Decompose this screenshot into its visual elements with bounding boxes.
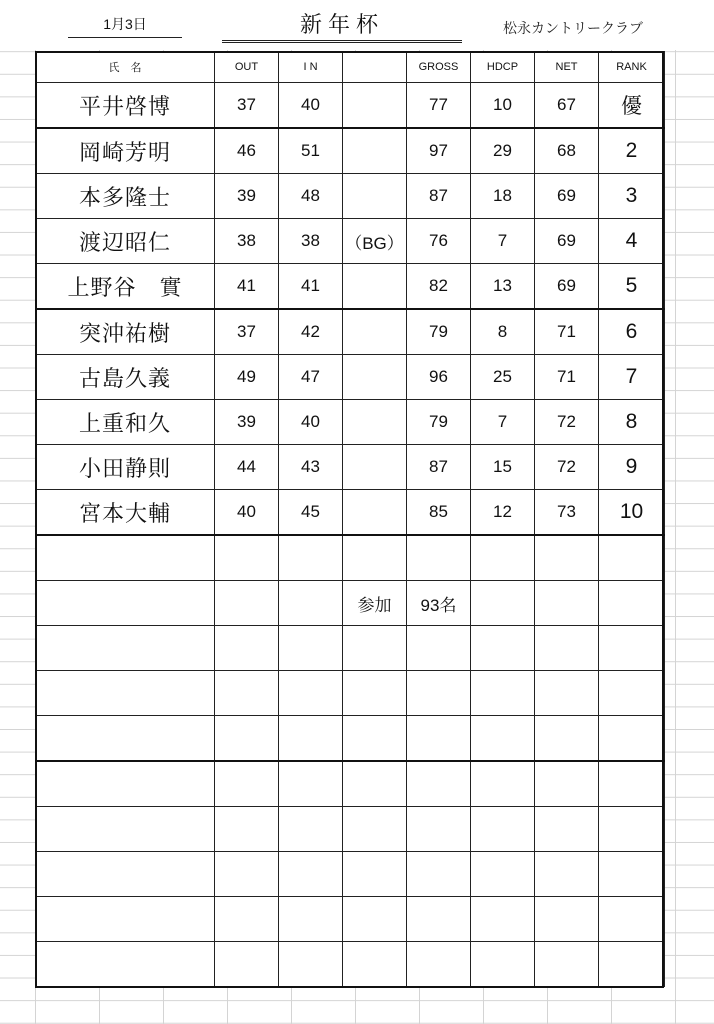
empty-cell bbox=[535, 671, 599, 716]
cell-note bbox=[343, 355, 407, 400]
empty-cell bbox=[599, 626, 665, 671]
cell-net: 72 bbox=[535, 445, 599, 490]
empty-cell bbox=[215, 626, 279, 671]
cell-name: 上野谷 實 bbox=[36, 264, 215, 310]
participants-label: 参加 bbox=[343, 581, 407, 626]
cell-in: 48 bbox=[279, 174, 343, 219]
empty-cell bbox=[215, 581, 279, 626]
empty-cell bbox=[599, 761, 665, 807]
empty-cell bbox=[279, 535, 343, 581]
cell-name: 岡崎芳明 bbox=[36, 128, 215, 174]
empty-cell bbox=[36, 626, 215, 671]
empty-cell bbox=[36, 761, 215, 807]
cell-rank: 5 bbox=[599, 264, 665, 310]
cell-net: 72 bbox=[535, 400, 599, 445]
cell-name: 本多隆士 bbox=[36, 174, 215, 219]
table-row bbox=[36, 174, 665, 219]
empty-cell bbox=[599, 671, 665, 716]
empty-cell bbox=[279, 807, 343, 852]
cell-note bbox=[343, 309, 407, 355]
empty-row bbox=[36, 852, 665, 897]
table-row bbox=[36, 490, 665, 536]
empty-cell bbox=[343, 716, 407, 762]
empty-cell bbox=[535, 535, 599, 581]
cell-in: 47 bbox=[279, 355, 343, 400]
empty-cell bbox=[471, 942, 535, 987]
cell-gross: 85 bbox=[407, 490, 471, 536]
empty-cell bbox=[407, 626, 471, 671]
col-net-header: NET bbox=[535, 52, 599, 83]
cell-name: 平井啓博 bbox=[36, 83, 215, 129]
cell-out: 41 bbox=[215, 264, 279, 310]
empty-cell bbox=[36, 852, 215, 897]
cell-hdcp: 18 bbox=[471, 174, 535, 219]
empty-row bbox=[36, 535, 665, 581]
cell-hdcp: 25 bbox=[471, 355, 535, 400]
cell-gross: 87 bbox=[407, 445, 471, 490]
empty-cell bbox=[599, 716, 665, 762]
tournament-title: 新年杯 bbox=[222, 8, 462, 43]
empty-row bbox=[36, 761, 665, 807]
cell-hdcp: 7 bbox=[471, 219, 535, 264]
empty-cell bbox=[279, 716, 343, 762]
cell-out: 37 bbox=[215, 83, 279, 129]
cell-gross: 87 bbox=[407, 174, 471, 219]
cell-net: 71 bbox=[535, 355, 599, 400]
cell-net: 69 bbox=[535, 219, 599, 264]
table-row bbox=[36, 128, 665, 174]
cell-note bbox=[343, 400, 407, 445]
empty-row bbox=[36, 716, 665, 762]
empty-cell bbox=[471, 761, 535, 807]
cell-rank: 7 bbox=[599, 355, 665, 400]
empty-cell bbox=[599, 897, 665, 942]
empty-cell bbox=[471, 671, 535, 716]
empty-cell bbox=[407, 807, 471, 852]
cell-gross: 97 bbox=[407, 128, 471, 174]
table-row bbox=[36, 400, 665, 445]
empty-cell bbox=[471, 852, 535, 897]
empty-cell bbox=[215, 761, 279, 807]
cell-rank: 4 bbox=[599, 219, 665, 264]
cell-in: 41 bbox=[279, 264, 343, 310]
empty-cell bbox=[599, 535, 665, 581]
cell-hdcp: 29 bbox=[471, 128, 535, 174]
cell-hdcp: 13 bbox=[471, 264, 535, 310]
cell-out: 39 bbox=[215, 400, 279, 445]
col-out-header: OUT bbox=[215, 52, 279, 83]
empty-cell bbox=[599, 852, 665, 897]
cell-name: 突沖祐樹 bbox=[36, 309, 215, 355]
table-row bbox=[36, 355, 665, 400]
empty-cell bbox=[215, 942, 279, 987]
empty-cell bbox=[279, 581, 343, 626]
empty-row bbox=[36, 671, 665, 716]
empty-cell bbox=[343, 626, 407, 671]
col-note-header bbox=[343, 52, 407, 83]
empty-cell bbox=[471, 535, 535, 581]
cell-in: 43 bbox=[279, 445, 343, 490]
empty-cell bbox=[407, 942, 471, 987]
empty-cell bbox=[343, 852, 407, 897]
empty-cell bbox=[407, 852, 471, 897]
empty-cell bbox=[279, 761, 343, 807]
cell-note bbox=[343, 490, 407, 536]
empty-cell bbox=[471, 807, 535, 852]
cell-net: 71 bbox=[535, 309, 599, 355]
table-row bbox=[36, 264, 665, 310]
empty-cell bbox=[279, 852, 343, 897]
cell-in: 51 bbox=[279, 128, 343, 174]
table-row bbox=[36, 83, 665, 129]
player-rows bbox=[36, 83, 665, 536]
col-rank-header: RANK bbox=[599, 52, 665, 83]
empty-cell bbox=[36, 671, 215, 716]
cell-net: 68 bbox=[535, 128, 599, 174]
cell-gross: 79 bbox=[407, 309, 471, 355]
cell-note bbox=[343, 128, 407, 174]
empty-row bbox=[36, 897, 665, 942]
cell-out: 46 bbox=[215, 128, 279, 174]
empty-cell bbox=[279, 626, 343, 671]
header-row bbox=[36, 52, 665, 83]
empty-cell bbox=[407, 671, 471, 716]
cell-net: 67 bbox=[535, 83, 599, 129]
empty-cell bbox=[599, 581, 665, 626]
empty-cell bbox=[215, 852, 279, 897]
cell-rank: 10 bbox=[599, 490, 665, 536]
blank-rows bbox=[36, 535, 665, 987]
empty-row bbox=[36, 942, 665, 987]
cell-rank: 8 bbox=[599, 400, 665, 445]
cell-note bbox=[343, 264, 407, 310]
empty-cell bbox=[279, 942, 343, 987]
empty-cell bbox=[36, 942, 215, 987]
cell-name: 宮本大輔 bbox=[36, 490, 215, 536]
cell-note: （BG） bbox=[343, 219, 407, 264]
cell-name: 古島久義 bbox=[36, 355, 215, 400]
cell-rank: 優 bbox=[599, 83, 665, 129]
cell-out: 39 bbox=[215, 174, 279, 219]
empty-cell bbox=[215, 807, 279, 852]
empty-cell bbox=[36, 581, 215, 626]
empty-cell bbox=[36, 716, 215, 762]
empty-cell bbox=[36, 897, 215, 942]
table-row bbox=[36, 309, 665, 355]
empty-cell bbox=[279, 671, 343, 716]
col-hdcp-header: HDCP bbox=[471, 52, 535, 83]
cell-in: 38 bbox=[279, 219, 343, 264]
empty-cell bbox=[36, 807, 215, 852]
cell-gross: 77 bbox=[407, 83, 471, 129]
cell-rank: 2 bbox=[599, 128, 665, 174]
cell-hdcp: 15 bbox=[471, 445, 535, 490]
cell-hdcp: 12 bbox=[471, 490, 535, 536]
cell-in: 45 bbox=[279, 490, 343, 536]
cell-name: 渡辺昭仁 bbox=[36, 219, 215, 264]
cell-net: 73 bbox=[535, 490, 599, 536]
cell-hdcp: 7 bbox=[471, 400, 535, 445]
empty-cell bbox=[407, 761, 471, 807]
sheet-header bbox=[0, 0, 714, 50]
empty-cell bbox=[343, 535, 407, 581]
cell-rank: 9 bbox=[599, 445, 665, 490]
empty-cell bbox=[343, 761, 407, 807]
cell-rank: 6 bbox=[599, 309, 665, 355]
cell-gross: 79 bbox=[407, 400, 471, 445]
empty-cell bbox=[535, 942, 599, 987]
empty-row bbox=[36, 626, 665, 671]
cell-out: 38 bbox=[215, 219, 279, 264]
empty-cell bbox=[215, 671, 279, 716]
cell-in: 42 bbox=[279, 309, 343, 355]
cell-name: 上重和久 bbox=[36, 400, 215, 445]
cell-out: 37 bbox=[215, 309, 279, 355]
col-gross-header: GROSS bbox=[407, 52, 471, 83]
empty-cell bbox=[471, 897, 535, 942]
cell-in: 40 bbox=[279, 400, 343, 445]
empty-cell bbox=[535, 852, 599, 897]
cell-net: 69 bbox=[535, 174, 599, 219]
empty-cell bbox=[343, 942, 407, 987]
empty-row bbox=[36, 807, 665, 852]
cell-hdcp: 10 bbox=[471, 83, 535, 129]
participants-count: 93名 bbox=[407, 581, 471, 626]
cell-out: 44 bbox=[215, 445, 279, 490]
cell-rank: 3 bbox=[599, 174, 665, 219]
cell-gross: 82 bbox=[407, 264, 471, 310]
empty-cell bbox=[599, 807, 665, 852]
empty-cell bbox=[599, 942, 665, 987]
col-in-header: I N bbox=[279, 52, 343, 83]
empty-cell bbox=[343, 807, 407, 852]
empty-cell bbox=[343, 671, 407, 716]
results-table bbox=[35, 51, 665, 987]
empty-cell bbox=[535, 897, 599, 942]
empty-cell bbox=[407, 535, 471, 581]
empty-cell bbox=[215, 535, 279, 581]
table-row bbox=[36, 219, 665, 264]
table-row bbox=[36, 445, 665, 490]
cell-gross: 96 bbox=[407, 355, 471, 400]
empty-cell bbox=[215, 897, 279, 942]
cell-out: 40 bbox=[215, 490, 279, 536]
cell-note bbox=[343, 445, 407, 490]
empty-cell bbox=[36, 535, 215, 581]
event-date: 1月3日 bbox=[68, 14, 182, 38]
empty-cell bbox=[535, 716, 599, 762]
empty-cell bbox=[535, 807, 599, 852]
cell-note bbox=[343, 174, 407, 219]
cell-net: 69 bbox=[535, 264, 599, 310]
empty-row bbox=[36, 581, 665, 626]
cell-gross: 76 bbox=[407, 219, 471, 264]
empty-cell bbox=[407, 716, 471, 762]
col-name-header: 氏 名 bbox=[36, 52, 215, 83]
empty-cell bbox=[215, 716, 279, 762]
empty-cell bbox=[343, 897, 407, 942]
club-name: 松永カントリークラブ bbox=[503, 20, 643, 36]
cell-name: 小田静則 bbox=[36, 445, 215, 490]
empty-cell bbox=[471, 626, 535, 671]
empty-cell bbox=[535, 626, 599, 671]
empty-cell bbox=[279, 897, 343, 942]
empty-cell bbox=[535, 581, 599, 626]
empty-cell bbox=[535, 761, 599, 807]
cell-note bbox=[343, 83, 407, 129]
empty-cell bbox=[471, 716, 535, 762]
empty-cell bbox=[407, 897, 471, 942]
cell-out: 49 bbox=[215, 355, 279, 400]
cell-hdcp: 8 bbox=[471, 309, 535, 355]
empty-cell bbox=[471, 581, 535, 626]
cell-in: 40 bbox=[279, 83, 343, 129]
